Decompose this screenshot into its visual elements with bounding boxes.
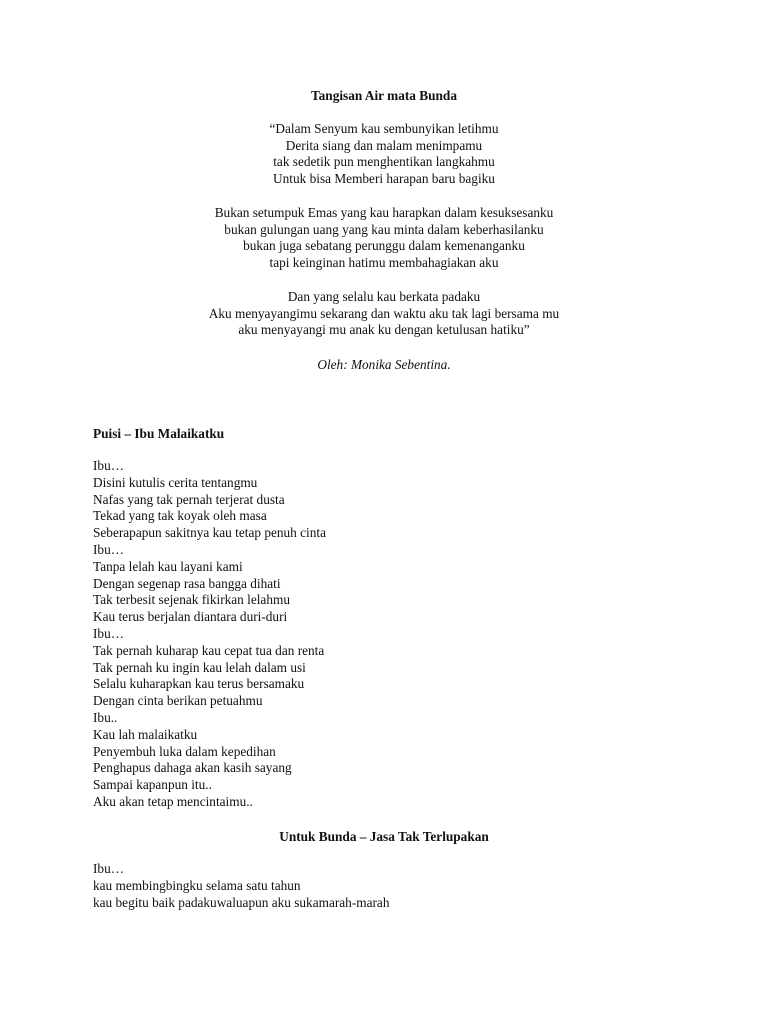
- poem-line: Untuk bisa Memberi harapan baru bagiku: [273, 171, 495, 187]
- poem-line: Kau terus berjalan diantara duri-duri: [93, 609, 288, 625]
- poem-line: Disini kutulis cerita tentangmu: [93, 474, 258, 490]
- poem-line: Ibu…: [93, 861, 125, 876]
- poem-stanza-2: [0, 205, 768, 272]
- poem-line: bukan gulungan uang yang kau minta dalam keberhasilanku: [224, 221, 544, 237]
- poem-line: Aku akan tetap mencintaimu..: [93, 793, 253, 809]
- poem-line: Tak pernah kuharap kau cepat tua dan renta: [93, 642, 325, 658]
- poem-line: “Dalam Senyum kau sembunyikan letihmu: [269, 121, 499, 136]
- poem-line: Tak terbesit sejenak fikirkan lelahmu: [93, 592, 290, 608]
- poem-line: Tanpa lelah kau layani kami: [93, 558, 243, 574]
- poem-line: Selalu kuharapkan kau terus bersamaku: [93, 676, 305, 692]
- poem-line: Ibu…: [93, 541, 125, 557]
- poem-line: Penghapus dahaga akan kasih sayang: [93, 760, 292, 776]
- poem-line: Dengan segenap rasa bangga dihati: [93, 575, 281, 591]
- section-heading: Untuk Bunda – Jasa Tak Terlupakan: [279, 829, 489, 844]
- poem-line: Nafas yang tak pernah terjerat dusta: [93, 491, 285, 507]
- poem-stanza-1: [0, 121, 768, 188]
- poem-line: kau begitu baik padakuwaluapun aku sukamarah-marah: [93, 894, 390, 910]
- poem-line: tak sedetik pun menghentikan langkahmu: [273, 154, 495, 170]
- poem-line: Kau lah malaikatku: [93, 726, 198, 742]
- poem-line: Seberapapun sakitnya kau tetap penuh cinta: [93, 525, 326, 541]
- poem-line: Ibu…: [93, 625, 125, 641]
- poem-line: tapi keinginan hatimu membahagiakan aku: [269, 255, 499, 271]
- poem-line: Penyembuh luka dalam kepedihan: [93, 743, 276, 759]
- section-heading: Puisi – Ibu Malaikatku: [93, 426, 225, 441]
- poem-line: Dan yang selalu kau berkata padaku: [287, 289, 481, 304]
- poem-line: kau membingbingku selama satu tahun: [93, 877, 301, 893]
- poem-body: [93, 458, 326, 811]
- poem-title: Tangisan Air mata Bunda: [311, 88, 457, 103]
- poem-line: Derita siang dan malam menimpamu: [285, 137, 483, 153]
- poem-line: Dengan cinta berikan petuahmu: [93, 693, 263, 709]
- poem-body: [93, 861, 390, 911]
- poem-line: bukan juga sebatang perunggu dalam kemenanganku: [243, 238, 525, 254]
- poem-line: Tak pernah ku ingin kau lelah dalam usi: [93, 659, 306, 675]
- poem-line: Bukan setumpuk Emas yang kau harapkan dalam kesuksesanku: [214, 205, 554, 220]
- poem-line: aku menyayangi mu anak ku dengan ketulusan hatiku”: [238, 322, 530, 338]
- poem-line: Ibu…: [93, 458, 125, 473]
- poem-line: Tekad yang tak koyak oleh masa: [93, 508, 267, 524]
- poem-line: Sampai kapanpun itu..: [93, 777, 212, 793]
- poem-line: Aku menyayangimu sekarang dan waktu aku tak lagi bersama mu: [208, 305, 560, 321]
- poem-byline: Oleh: Monika Sebentina.: [317, 357, 451, 372]
- poem-stanza-3: [0, 289, 768, 339]
- poem-line: Ibu..: [93, 709, 118, 725]
